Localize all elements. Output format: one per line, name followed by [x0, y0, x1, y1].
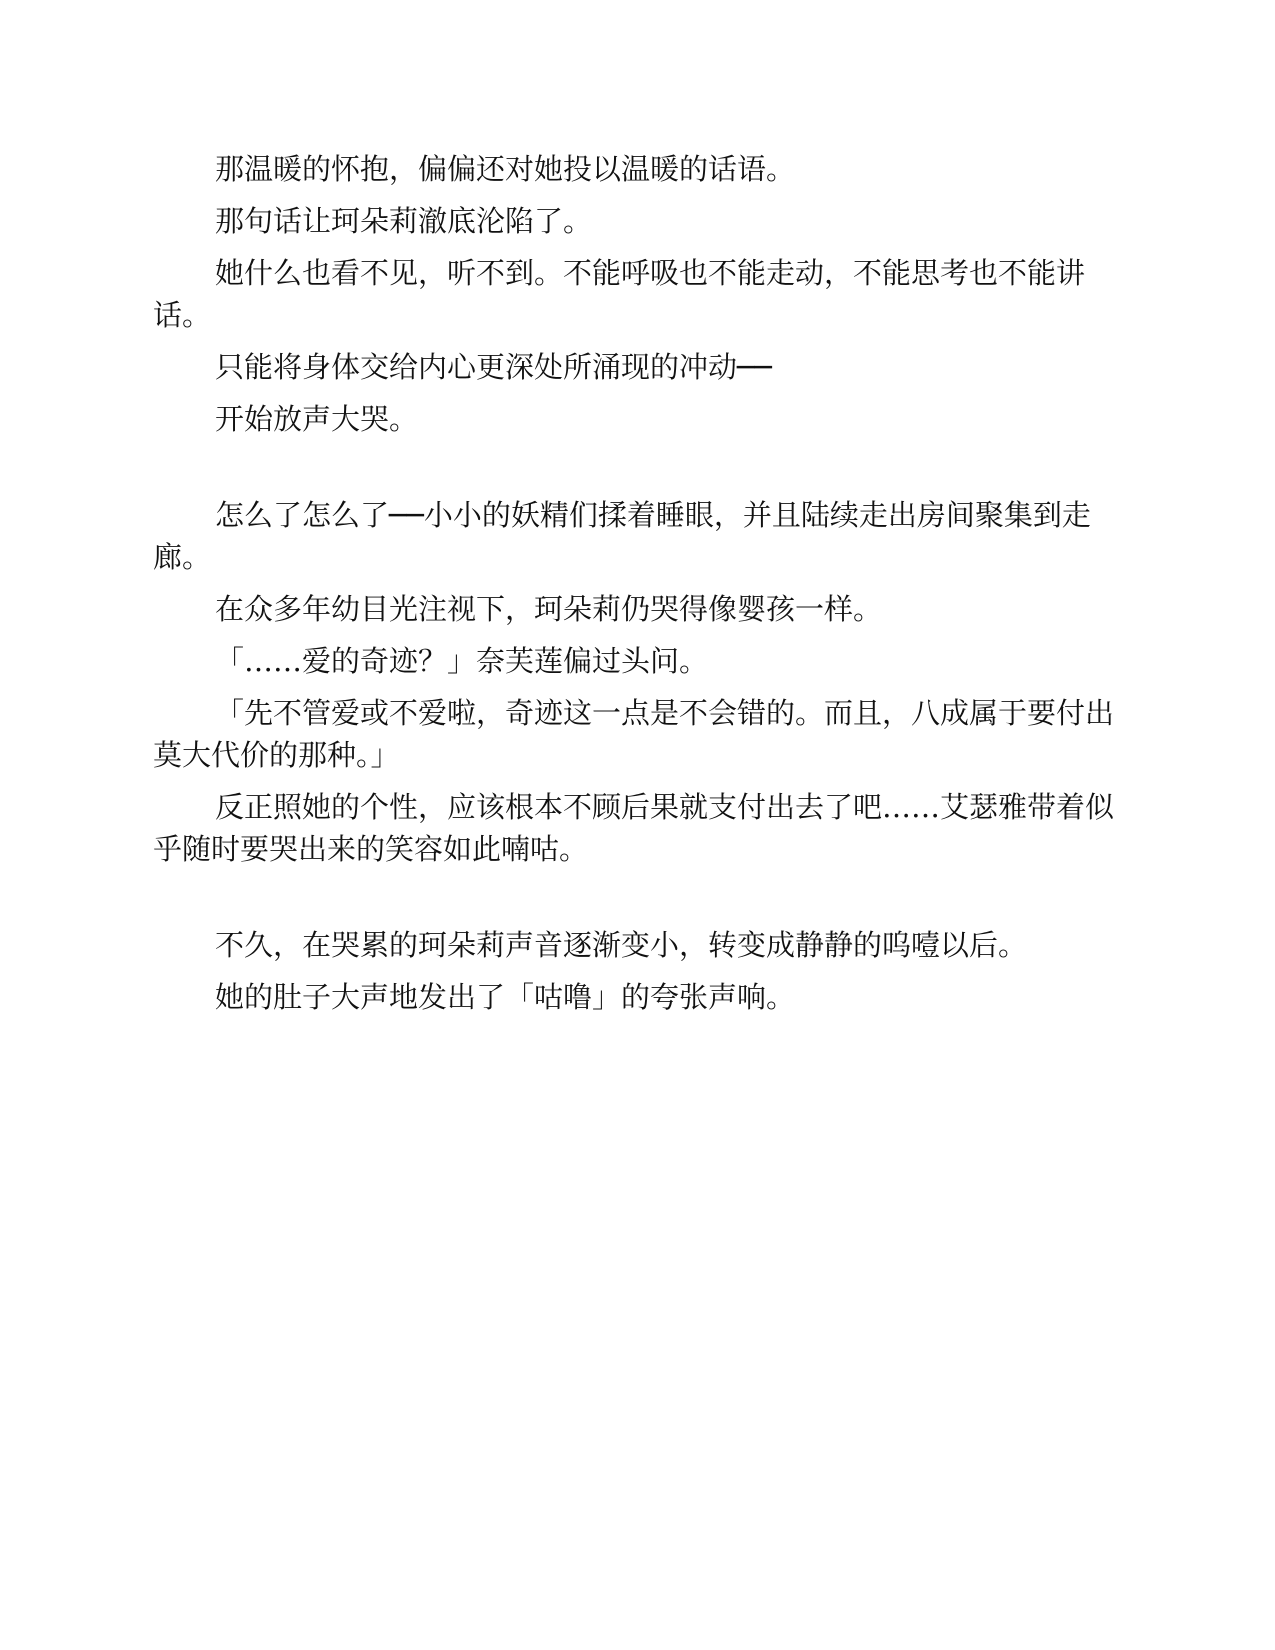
document-page [153, 148, 1118, 1028]
paragraph-8: 「……爱的奇迹？」奈芙莲偏过头问。 [215, 644, 709, 678]
section-break-1 [153, 450, 1118, 494]
paragraph-9: 「先不管爱或不爱啦，奇迹这一点是不会错的。而且，八成属于要付出莫大代价的那种。」 [153, 696, 1115, 772]
paragraph-6: 怎么了怎么了──小小的妖精们揉着睡眼，并且陆续走出房间聚集到走廊。 [153, 498, 1091, 574]
paragraph-7: 在众多年幼目光注视下，珂朵莉仍哭得像婴孩一样。 [215, 592, 883, 626]
paragraph-3: 她什么也看不见，听不到。不能呼吸也不能走动，不能思考也不能讲话。 [153, 256, 1086, 332]
paragraph-10: 反正照她的个性，应该根本不顾后果就支付出去了吧……艾瑟雅带着似乎随时要哭出来的笑容如此喃咕。 [153, 790, 1115, 866]
paragraph-1: 那温暖的怀抱，偏偏还对她投以温暖的话语。 [215, 152, 796, 186]
paragraph-4: 只能将身体交给内心更深处所涌现的冲动── [215, 350, 772, 384]
paragraph-12: 她的肚子大声地发出了「咕噜」的夸张声响。 [215, 980, 796, 1014]
paragraph-2: 那句话让珂朵莉澈底沦陷了。 [215, 204, 593, 238]
paragraph-11: 不久，在哭累的珂朵莉声音逐渐变小，转变成静静的呜噎以后。 [215, 928, 1028, 962]
section-break-2 [153, 880, 1118, 924]
paragraph-5: 开始放声大哭。 [215, 402, 419, 436]
